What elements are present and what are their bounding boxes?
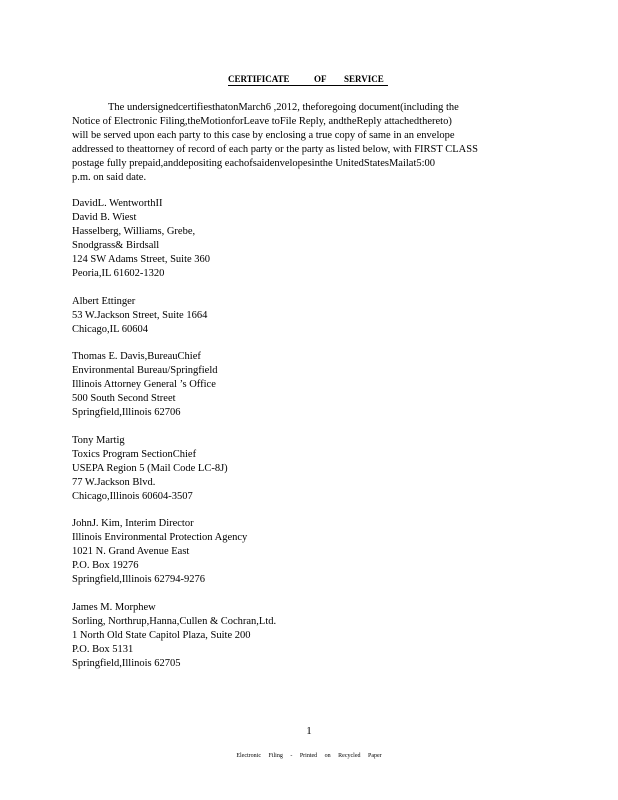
address-line: Chicago,Illinois 60604-3507 <box>72 491 193 502</box>
certificate-title <box>228 74 388 86</box>
paragraph-line: addressed to theattorney of record of each party or the party as listed below, with FIRST CLASS <box>72 144 478 155</box>
address-line: Illinois Environmental Protection Agency <box>72 532 248 543</box>
recipient-address <box>72 197 210 281</box>
paragraph-line: Notice of Electronic Filing,theMotionforLeave toFile Reply, andtheReply attachedthereto) <box>72 116 452 127</box>
address-line: JohnJ. Kim, Interim Director <box>72 518 194 529</box>
address-line: DavidL. WentworthII <box>72 198 163 209</box>
address-line: 124 SW Adams Street, Suite 360 <box>72 254 211 265</box>
address-line: James M. Morphew <box>72 602 156 613</box>
title-word-certificate: CERTIFICATE <box>228 74 290 84</box>
address-line: Springfield,Illinois 62705 <box>72 658 181 669</box>
address-line: David B. Wiest <box>72 212 137 223</box>
address-line: P.O. Box 5131 <box>72 644 134 655</box>
address-line: Illinois Attorney General ’s Office <box>72 379 216 390</box>
address-line: P.O. Box 19276 <box>72 560 139 571</box>
page-number: 1 <box>306 725 312 737</box>
paragraph-line: postage fully prepaid,anddepositing eachofsaidenvelopesinthe UnitedStatesMailat5:00 <box>72 158 436 169</box>
paragraph-line: will be served upon each party to this case by enclosing a true copy of same in an envelope <box>72 130 455 141</box>
address-line: 1 North Old State Capitol Plaza, Suite 200 <box>72 630 251 641</box>
address-line: Springfield,Illinois 62794-9276 <box>72 574 205 585</box>
service-paragraph <box>72 101 528 185</box>
address-line: Springfield,Illinois 62706 <box>72 407 181 418</box>
title-word-service: SERVICE <box>344 74 384 84</box>
recipient-address <box>72 601 276 671</box>
address-line: Tony Martig <box>72 435 125 446</box>
address-line: Albert Ettinger <box>72 296 136 307</box>
address-line: 500 South Second Street <box>72 393 176 404</box>
footer-note: Electronic Filing - Printed on Recycled Paper <box>236 753 382 759</box>
recipient-address <box>72 350 218 420</box>
address-line: Toxics Program SectionChief <box>72 449 197 460</box>
paragraph-line: The undersignedcertifiesthatonMarch6 ,2012, theforegoing document(including the <box>108 102 459 113</box>
recipient-address <box>72 295 207 337</box>
address-line: Chicago,IL 60604 <box>72 324 149 335</box>
address-line: 53 W.Jackson Street, Suite 1664 <box>72 310 208 321</box>
recipient-address <box>72 517 247 587</box>
address-line: Sorling, Northrup,Hanna,Cullen & Cochran,Ltd. <box>72 616 277 627</box>
address-line: Environmental Bureau/Springfield <box>72 365 218 376</box>
address-line: Peoria,IL 61602-1320 <box>72 268 165 279</box>
address-line: 77 W.Jackson Blvd. <box>72 477 156 488</box>
paragraph-line: p.m. on said date. <box>72 172 147 183</box>
address-line: Snodgrass& Birdsall <box>72 240 160 251</box>
address-line: Hasselberg, Williams, Grebe, <box>72 226 196 237</box>
address-line: USEPA Region 5 (Mail Code LC-8J) <box>72 463 228 474</box>
title-word-of: OF <box>314 74 327 84</box>
recipient-address <box>72 434 228 504</box>
address-line: Thomas E. Davis,BureauChief <box>72 351 201 362</box>
address-line: 1021 N. Grand Avenue East <box>72 546 190 557</box>
